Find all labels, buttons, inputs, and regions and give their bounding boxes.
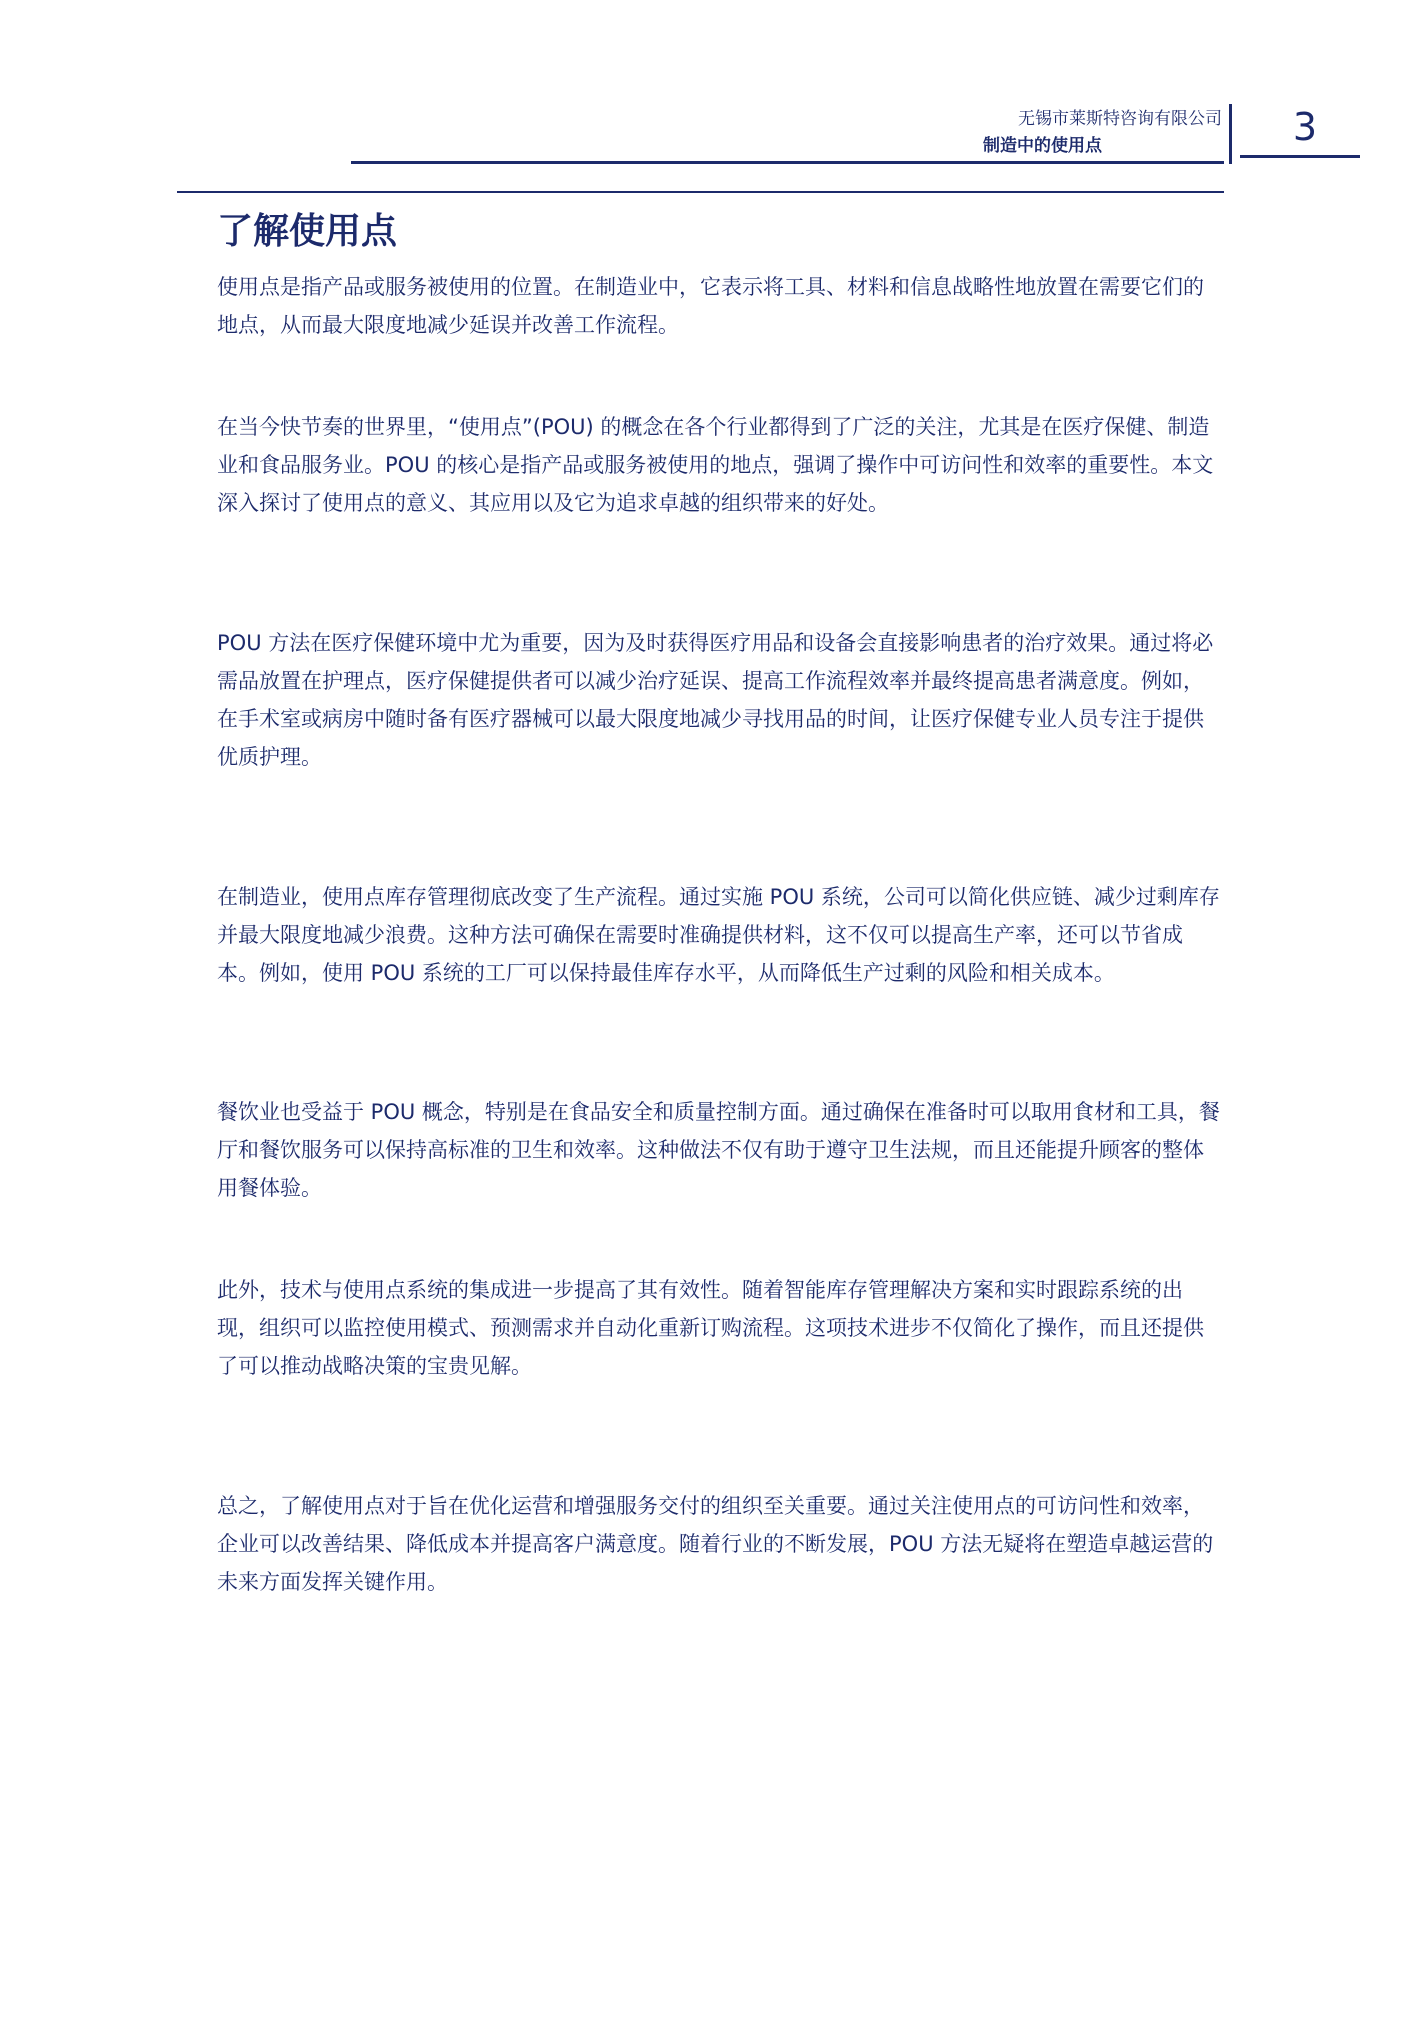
paragraph-overview: 在当今快节奏的世界里，“使用点”(POU) 的概念在各个行业都得到了广泛的关注，尤其是在医疗保健、制造业和食品服务业。POU 的核心是指产品或服务被使用的地点，强调了操作中可访问性和效率的重要性。本文深入探讨了使用点的意义、其应用以及它为追求卓越的组织带来的好处。 xyxy=(217,415,1214,515)
paragraph-healthcare: POU 方法在医疗保健环境中尤为重要，因为及时获得医疗用品和设备会直接影响患者的治疗效果。通过将必需品放置在护理点，医疗保健提供者可以减少治疗延误、提高工作流程效率并最终提高患者满意度。例如，在手术室或病房中随时备有医疗器械可以最大限度地减少寻找用品的时间，让医疗保健专业人员专注于提供优质护理。 xyxy=(217,631,1214,769)
section-title: 了解使用点 xyxy=(217,211,398,252)
page-number: 3 xyxy=(1292,105,1318,149)
header-divider xyxy=(1229,104,1232,164)
paragraph-conclusion: 总之，了解使用点对于旨在优化运营和增强服务交付的组织至关重要。通过关注使用点的可访问性和效率，企业可以改善结果、降低成本并提高客户满意度。随着行业的不断发展，POU 方法无疑将在塑造卓越运营的未来方面发挥关键作用。 xyxy=(217,1494,1214,1594)
paragraph-food-service: 餐饮业也受益于 POU 概念，特别是在食品安全和质量控制方面。通过确保在准备时可以取用食材和工具，餐厅和餐饮服务可以保持高标准的卫生和效率。这种做法不仅有助于遵守卫生法规，而且还能提升顾客的整体用餐体验。 xyxy=(217,1100,1220,1200)
header-rule xyxy=(351,161,1224,164)
page-number-rule xyxy=(1240,155,1360,158)
document-subtitle: 制造中的使用点 xyxy=(983,136,1102,156)
company-name: 无锡市莱斯特咨询有限公司 xyxy=(1018,109,1222,129)
paragraph-technology: 此外，技术与使用点系统的集成进一步提高了其有效性。随着智能库存管理解决方案和实时跟踪系统的出现，组织可以监控使用模式、预测需求并自动化重新订购流程。这项技术进步不仅简化了操作，而且还提供了可以推动战略决策的宝贵见解。 xyxy=(217,1278,1204,1378)
paragraph-intro: 使用点是指产品或服务被使用的位置。在制造业中，它表示将工具、材料和信息战略性地放置在需要它们的地点，从而最大限度地减少延误并改善工作流程。 xyxy=(217,275,1204,337)
paragraph-manufacturing: 在制造业，使用点库存管理彻底改变了生产流程。通过实施 POU 系统，公司可以简化供应链、减少过剩库存并最大限度地减少浪费。这种方法可确保在需要时准确提供材料，这不仅可以提高生产率，还可以节省成本。例如，使用 POU 系统的工厂可以保持最佳库存水平，从而降低生产过剩的风险和相关成本。 xyxy=(217,885,1220,985)
content-top-rule xyxy=(177,191,1224,193)
